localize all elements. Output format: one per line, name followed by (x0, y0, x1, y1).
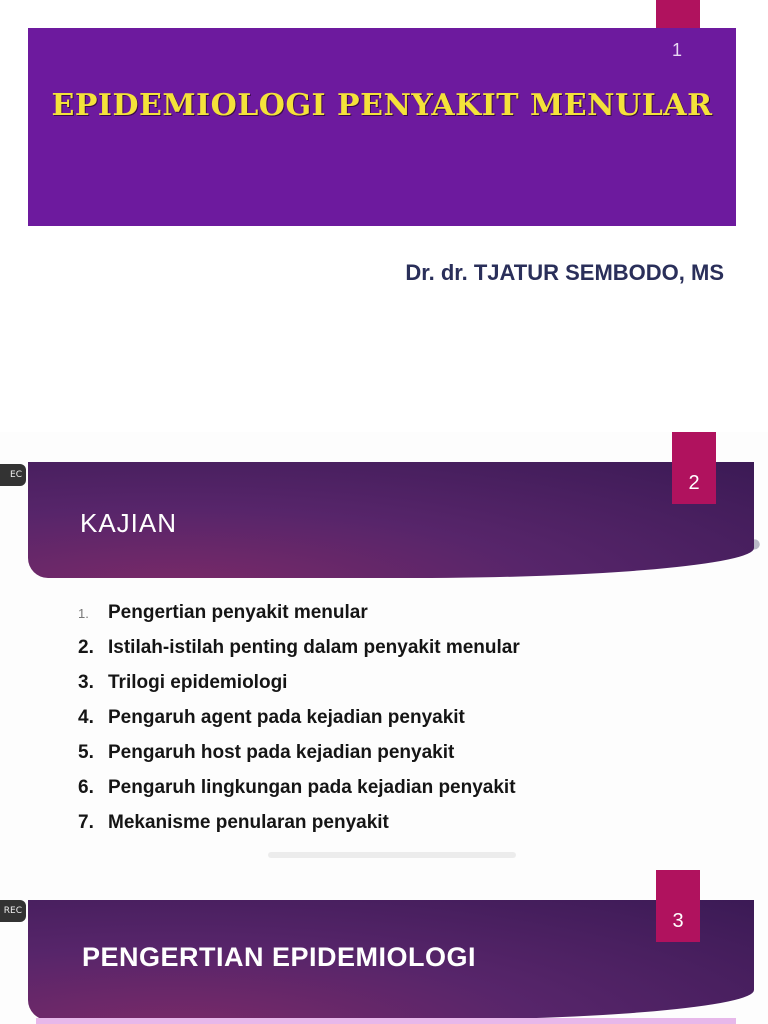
slide-2 (0, 432, 768, 870)
slide-number: 1 (672, 40, 683, 60)
list-item (78, 672, 520, 707)
list-item (78, 602, 520, 637)
list-item-number: 1. (78, 606, 89, 621)
slide-title: KAJIAN (80, 508, 178, 538)
list-item-text: Pengertian penyakit menular (108, 602, 368, 623)
list-item-number: 3. (78, 672, 94, 693)
title-banner (28, 28, 736, 226)
list-item-number: 4. (78, 707, 94, 728)
list-item-text: Pengaruh lingkungan pada kejadian penyakit (108, 777, 516, 798)
list-item-number: 2. (78, 637, 94, 658)
slide-1 (0, 0, 768, 432)
slide-number-tab: 3 (656, 870, 700, 942)
list-item-number: 6. (78, 777, 94, 798)
author-name: Dr. dr. TJATUR SEMBODO, MS (405, 260, 724, 285)
slide-number-tab (656, 0, 700, 28)
list-item-text: Pengaruh host pada kejadian penyakit (108, 742, 455, 763)
slide-title: PENGERTIAN EPIDEMIOLOGI (82, 942, 477, 972)
recording-badge: EC (0, 464, 26, 486)
slide-scroll-indicator (268, 852, 516, 858)
decorative-strip (36, 1018, 736, 1024)
list-item-number: 5. (78, 742, 94, 763)
list-item (78, 742, 520, 777)
list-item-text: Mekanisme penularan penyakit (108, 812, 389, 833)
recording-badge: REC (0, 900, 26, 922)
list-item (78, 777, 520, 812)
presentation-title: EPIDEMIOLOGI PENYAKIT MENULAR (51, 88, 713, 123)
list-item-text: Istilah-istilah penting dalam penyakit menular (108, 637, 520, 658)
list-item-text: Pengaruh agent pada kejadian penyakit (108, 707, 465, 728)
slide-number-tab: 2 (672, 432, 716, 504)
topic-list (78, 602, 520, 847)
list-item-number: 7. (78, 812, 94, 833)
slide-3 (0, 870, 768, 1024)
list-item (78, 707, 520, 742)
list-item (78, 637, 520, 672)
list-item (78, 812, 520, 847)
list-item-text: Trilogi epidemiologi (108, 672, 288, 693)
